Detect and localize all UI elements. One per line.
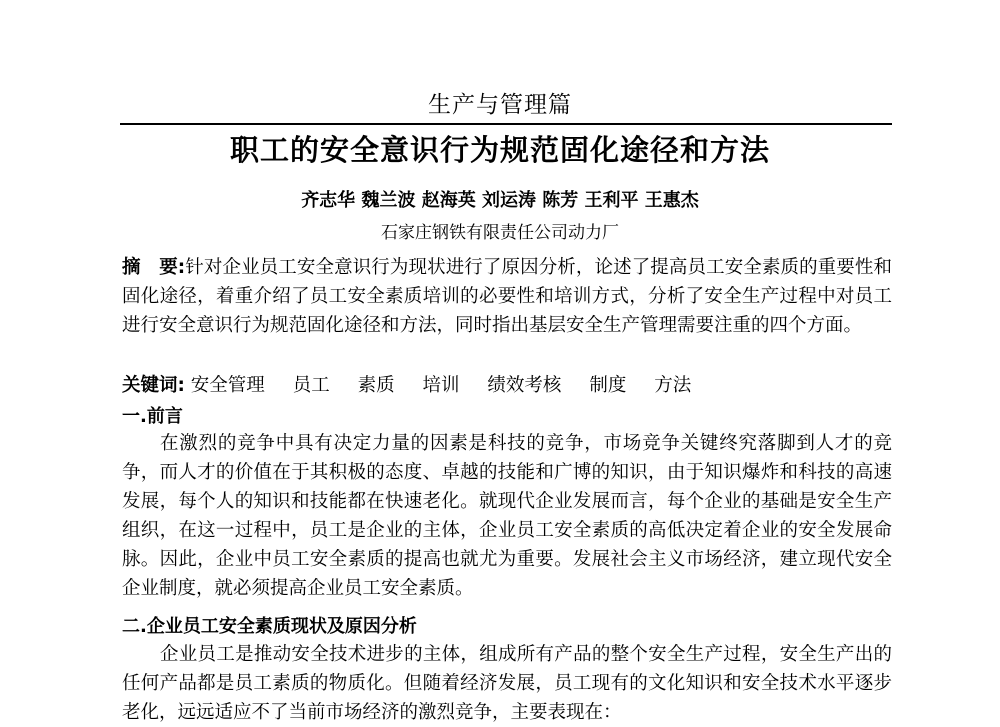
abstract-text: 针对企业员工安全意识行为现状进行了原因分析，论述了提高员工安全素质的重要性和固化途径，着重介绍了员工安全素质培训的必要性和培训方式，分析了安全生产过程中对员工进行安全意识行为规范固化途径和方法，同时指出基层安全生产管理需要注重的四个方面。	[122, 257, 892, 336]
abstract-label: 摘 要:	[122, 257, 186, 278]
keywords	[122, 371, 892, 400]
abstract	[122, 253, 892, 340]
keyword: 培训	[422, 375, 460, 396]
section-paragraph: 企业员工是推动安全技术进步的主体，组成所有产品的整个安全生产过程，安全生产出的任何产品都是员工素质的物质化。但随着经济发展，员工现有的文化知识和安全技术水平逐步老化，远远适应不了当前市场经济的激烈竞争，主要表现在：	[122, 644, 892, 723]
keyword: 制度	[589, 375, 627, 396]
paper-title: 职工的安全意识行为规范固化途径和方法	[229, 133, 770, 167]
keyword: 素质	[357, 375, 395, 396]
keyword: 方法	[654, 375, 692, 396]
section-heading: 一.前言	[122, 406, 183, 427]
affiliation: 石家庄钢铁有限责任公司动力厂	[381, 223, 619, 243]
section-heading: 二.企业员工安全素质现状及原因分析	[122, 616, 417, 637]
keyword: 安全管理	[190, 375, 265, 396]
running-head: 生产与管理篇	[428, 92, 572, 118]
section-paragraph: 在激烈的竞争中具有决定力量的因素是科技的竞争，市场竞争关键终究落脚到人才的竞争，而人才的价值在于其积极的态度、卓越的技能和广博的知识，由于知识爆炸和科技的高速发展，每个人的知识和技能都在快速老化。就现代企业发展而言，每个企业的基础是安全生产组织，在这一过程中，员工是企业的主体，企业员工安全素质的高低决定着企业的安全发展命脉。因此，企业中员工安全素质的提高也就尤为重要。发展社会主义市场经济，建立现代安全企业制度，就必须提高企业员工安全素质。	[122, 433, 892, 599]
author-list: 齐志华 魏兰波 赵海英 刘运涛 陈芳 王利平 王惠杰	[301, 190, 699, 211]
keywords-label: 关键词:	[122, 375, 185, 396]
keyword: 绩效考核	[487, 375, 562, 396]
header-rule	[120, 123, 892, 125]
keyword: 员工	[292, 375, 330, 396]
